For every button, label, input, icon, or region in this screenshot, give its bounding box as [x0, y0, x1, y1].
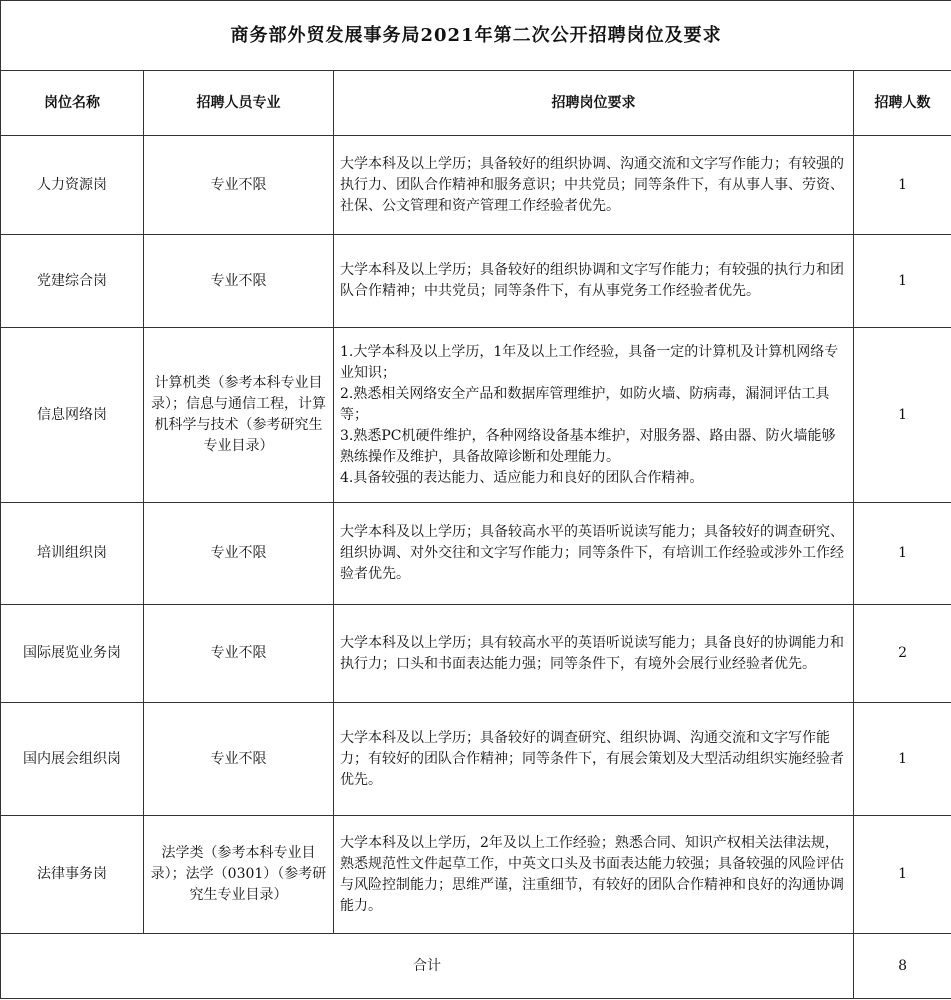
requirement-line: 大学本科及以上学历；具备较好的组织协调、沟通交流和文字写作能力；有较强的执行力、团队合作精神和服务意识；中共党员；同等条件下，有从事人事、劳资、社保、公文管理和资产管理工作经验者优先。: [340, 155, 844, 214]
count-cell: 2: [854, 605, 951, 703]
table-header-row: [1, 71, 951, 136]
position-cell: 国内展会组织岗: [1, 703, 144, 816]
major-cell: 专业不限: [144, 235, 334, 328]
position-cell: 培训组织岗: [1, 503, 144, 605]
major-cell: 专业不限: [144, 605, 334, 703]
table-row: [1, 605, 951, 703]
position-cell: 党建综合岗: [1, 235, 144, 328]
count-cell: 1: [854, 503, 951, 605]
header-position: 岗位名称: [1, 71, 144, 136]
requirement-line: 4.具备较强的表达能力、适应能力和良好的团队合作精神。: [340, 469, 704, 486]
major-cell: 法学类（参考本科专业目录）；法学（0301）（参考研究生专业目录）: [144, 816, 334, 934]
header-count: 招聘人数: [854, 71, 951, 136]
table-row: [1, 703, 951, 816]
requirements-cell: [334, 136, 854, 235]
table-row: [1, 235, 951, 328]
table-row: [1, 136, 951, 235]
requirements-cell: [334, 605, 854, 703]
total-count: 8: [854, 934, 951, 999]
requirement-line: 大学本科及以上学历；具备较高水平的英语听说读写能力；具备较好的调查研究、组织协调、对外交往和文字写作能力；同等条件下，有培训工作经验或涉外工作经验者优先。: [340, 524, 844, 582]
table-row: [1, 328, 951, 503]
count-cell: 1: [854, 235, 951, 328]
count-cell: 1: [854, 816, 951, 934]
page-title: 商务部外贸发展事务局2021年第二次公开招聘岗位及要求: [1, 1, 951, 71]
count-cell: 1: [854, 328, 951, 503]
count-cell: 1: [854, 136, 951, 235]
requirement-line: 大学本科及以上学历；具备较好的调查研究、组织协调、沟通交流和文字写作能力；有较好的团队合作精神；同等条件下，有展会策划及大型活动组织实施经验者优先。: [340, 729, 844, 788]
header-major: 招聘人员专业: [144, 71, 334, 136]
requirements-cell: [334, 328, 854, 503]
count-cell: 1: [854, 703, 951, 816]
requirement-line: 3.熟悉PC机硬件维护，各种网络设备基本维护，对服务器、路由器、防火墙能够熟练操作及维护，具备故障诊断和处理能力。: [340, 427, 836, 465]
requirements-cell: [334, 703, 854, 816]
total-label: 合计: [1, 934, 854, 999]
major-cell: 计算机类（参考本科专业目录）；信息与通信工程，计算机科学与技术（参考研究生专业目录）: [144, 328, 334, 503]
position-cell: 人力资源岗: [1, 136, 144, 235]
major-cell: 专业不限: [144, 703, 334, 816]
position-cell: 法律事务岗: [1, 816, 144, 934]
requirements-cell: [334, 816, 854, 934]
position-cell: 国际展览业务岗: [1, 605, 144, 703]
major-cell: 专业不限: [144, 136, 334, 235]
requirement-line: 大学本科及以上学历；具备较好的组织协调和文字写作能力；有较强的执行力和团队合作精神；中共党员；同等条件下，有从事党务工作经验者优先。: [340, 262, 844, 299]
major-cell: 专业不限: [144, 503, 334, 605]
table-row: [1, 816, 951, 934]
requirement-line: 大学本科及以上学历，2年及以上工作经验；熟悉合同、知识产权相关法律法规，熟悉规范性文件起草工作，中英文口头及书面表达能力较强；具备较强的风险评估与风险控制能力；思维严谨，注重细节，有较好的团队合作精神和良好的沟通协调能力。: [340, 834, 844, 914]
table-row: [1, 503, 951, 605]
requirements-cell: [334, 503, 854, 605]
requirement-line: 1.大学本科及以上学历，1年及以上工作经验，具备一定的计算机及计算机网络专业知识；: [340, 343, 839, 381]
requirements-cell: [334, 235, 854, 328]
total-row: [1, 934, 951, 999]
header-requirements: 招聘岗位要求: [334, 71, 854, 136]
requirement-line: 2.熟悉相关网络安全产品和数据库管理维护，如防火墙、防病毒，漏洞评估工具等；: [340, 385, 830, 423]
position-cell: 信息网络岗: [1, 328, 144, 503]
requirement-line: 大学本科及以上学历；具有较高水平的英语听说读写能力；具备良好的协调能力和执行力；口头和书面表达能力强；同等条件下，有境外会展行业经验者优先。: [340, 634, 844, 672]
